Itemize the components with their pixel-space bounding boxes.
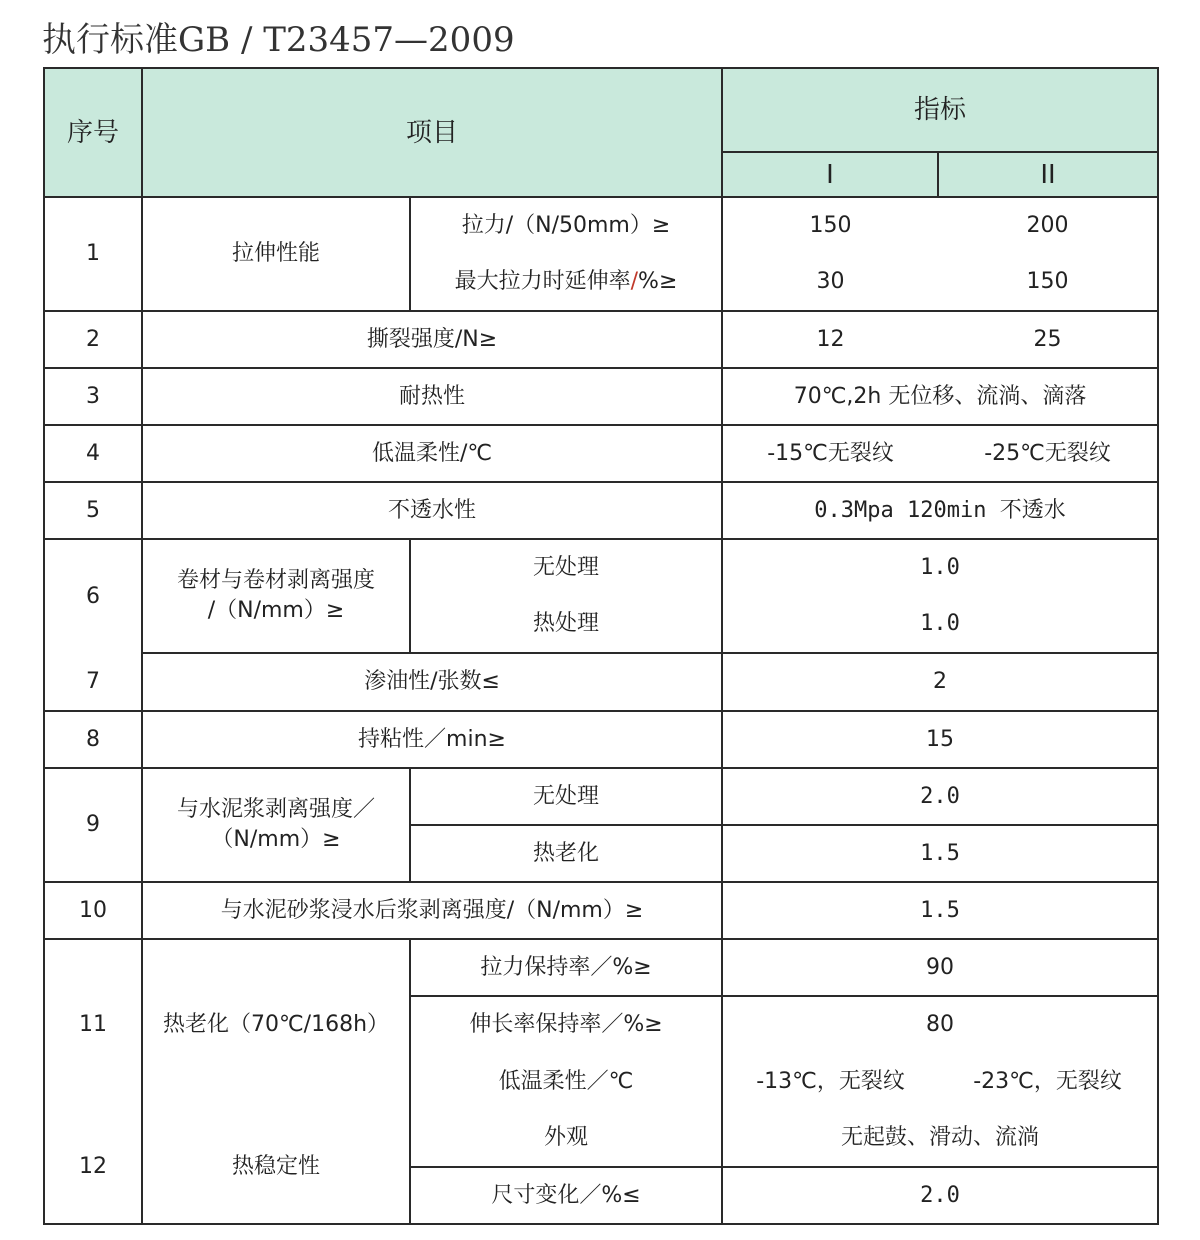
row-value: 1.5 [722,882,1158,939]
table-row [44,197,1158,254]
table-row [44,1110,1158,1167]
row-subitem: 低温柔性／℃ [410,1053,722,1110]
row-value: 2.0 [722,1167,1158,1224]
table-row [44,482,1158,539]
row-number: 12 [44,1110,142,1224]
row-subitem [410,254,722,311]
row-item: 热稳定性 [142,1110,410,1224]
row-number: 8 [44,711,142,768]
row-value: 70℃,2h 无位移、流淌、滴落 [722,368,1158,425]
row-item: 拉伸性能 [142,197,410,311]
row-item [142,539,410,653]
table-row [44,711,1158,768]
table-row [44,425,1158,482]
row-value-grade-1: 150 [722,197,938,254]
row-item: 持粘性／min≥ [142,711,722,768]
row-number: 9 [44,768,142,882]
header-item: 项目 [142,68,722,197]
row-number: 3 [44,368,142,425]
row-value-grade-1: -13℃，无裂纹 [722,1053,938,1110]
header-grade-2: II [938,152,1158,197]
page-title: 执行标准GB / T23457—2009 [42,20,515,60]
row-number: 11 [44,939,142,1110]
table-row [44,368,1158,425]
header-row [44,68,1158,152]
row-subitem: 无处理 [410,539,722,596]
row-value-grade-2: 25 [938,311,1158,368]
table-row [44,311,1158,368]
row-number: 10 [44,882,142,939]
row-value: 1.5 [722,825,1158,882]
row-subitem: 外观 [410,1110,722,1167]
row-value: 2 [722,653,1158,711]
row-value-grade-2: 200 [938,197,1158,254]
row-subitem: 热处理 [410,596,722,653]
row-item: 低温柔性/℃ [142,425,722,482]
table-row [44,653,1158,711]
row-item-line: 卷材与卷材剥离强度 [176,568,375,593]
row-value: 2.0 [722,768,1158,825]
table-row [44,539,1158,596]
row-value-grade-1: 30 [722,254,938,311]
row-value-grade-1: 12 [722,311,938,368]
subitem-unit: %≥ [638,269,678,294]
row-value: 90 [722,939,1158,996]
row-number: 1 [44,197,142,311]
header-seq: 序号 [44,68,142,197]
row-subitem: 热老化 [410,825,722,882]
row-number: 2 [44,311,142,368]
row-value: 0.3Mpa 120min 不透水 [722,482,1158,539]
row-item: 渗油性/张数≤ [142,653,722,711]
spec-table [43,67,1159,1225]
red-slash: / [630,269,639,294]
row-value: 15 [722,711,1158,768]
table-row [44,768,1158,825]
table-row [44,939,1158,996]
row-subitem: 拉力/（N/50mm）≥ [410,197,722,254]
table-row [44,882,1158,939]
row-value-grade-1: -15℃无裂纹 [722,425,938,482]
row-subitem: 伸长率保持率／%≥ [410,996,722,1053]
row-value: 无起鼓、滑动、流淌 [722,1110,1158,1167]
row-value: 1.0 [722,539,1158,596]
row-value-grade-2: 150 [938,254,1158,311]
row-item [142,768,410,882]
row-item-line: /（N/mm）≥ [207,598,345,623]
header-index: 指标 [722,68,1158,152]
row-number: 5 [44,482,142,539]
header-grade-1: I [722,152,938,197]
row-item: 热老化（70℃/168h） [142,939,410,1110]
row-item-line: 与水泥浆剥离强度／ [176,797,375,822]
row-item: 与水泥砂浆浸水后浆剥离强度/（N/mm）≥ [142,882,722,939]
row-item-line: （N/mm）≥ [211,827,341,852]
row-item: 耐热性 [142,368,722,425]
row-item: 不透水性 [142,482,722,539]
row-value-grade-2: -25℃无裂纹 [938,425,1158,482]
row-number: 6 [44,539,142,653]
row-number: 7 [44,653,142,711]
row-number: 4 [44,425,142,482]
row-subitem: 尺寸变化／%≤ [410,1167,722,1224]
row-value: 80 [722,996,1158,1053]
subitem-text: 最大拉力时延伸率 [454,269,631,294]
row-subitem: 拉力保持率／%≥ [410,939,722,996]
row-value: 1.0 [722,596,1158,653]
row-item: 撕裂强度/N≥ [142,311,722,368]
row-subitem: 无处理 [410,768,722,825]
row-value-grade-2: -23℃，无裂纹 [938,1053,1158,1110]
